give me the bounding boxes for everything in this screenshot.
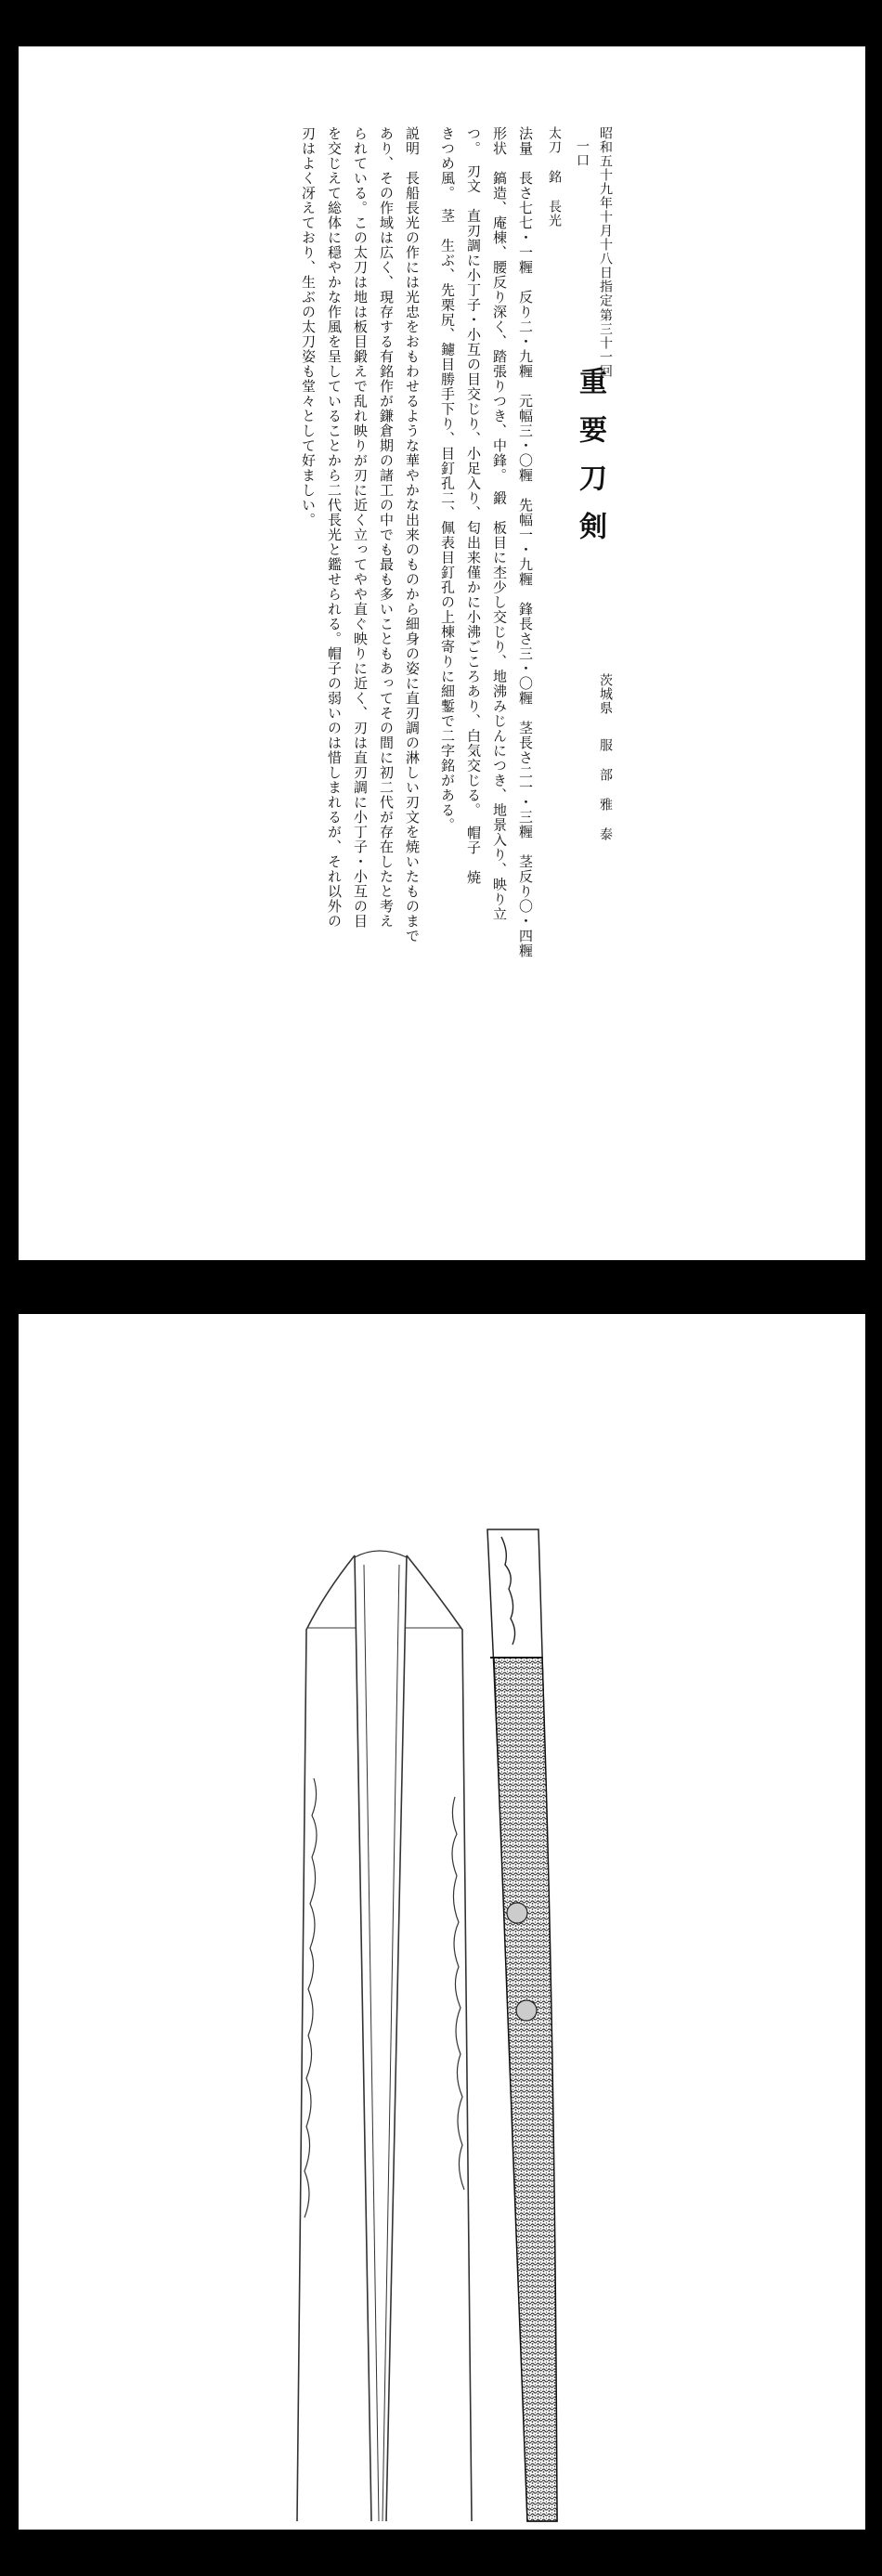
body-column: 法量 長さ七七・一糎 反り二・九糎 元幅三・〇糎 先幅一・九糎 鋒長さ三・〇糎 茎長さ二一・三糎 茎反り〇・四糎: [517, 126, 534, 958]
designation-date: 昭和五十九年十月十八日指定: [598, 126, 613, 307]
oshigata-page: [19, 1314, 865, 2530]
body-column: られている。この太刀は地は板目鍛えで乱れ映りが刃に近く立ってやや直ぐ映りに近く、刃は直刃調に小丁子・小互の目: [352, 126, 369, 929]
body-column: 刃はよく冴えており、生ぶの太刀姿も堂々として好ましい。: [300, 126, 317, 527]
page-title: 重要刀剣: [574, 367, 606, 560]
oshigata-illustration: [19, 1314, 865, 2530]
text-page: [19, 46, 865, 1260]
blade-outline-drawing: [297, 1551, 472, 2521]
mekugi-hole: [516, 2000, 537, 2021]
session-number: 第三十一回: [598, 308, 613, 378]
owner-prefecture: 茨城県: [598, 673, 613, 715]
owner-name: 服 部 雅 泰: [598, 738, 613, 841]
tang-rubbing: [487, 1529, 557, 2521]
body-column: 形状 鎬造、庵棟、腰反り深く、踏張りつき、中鋒。 鍛 板目に杢少し交じり、地沸みじんにつき、地景入り、映り立: [491, 126, 508, 922]
body-column: を交じえて総体に穏やかな作風を呈していることから二代長光と鑑せられる。帽子の弱いのは惜しまれるが、それ以外の: [326, 126, 343, 929]
body-column: あり、その作域は広く、現存する有銘作が鎌倉期の諸工の中でも最も多いこともあってその間に初二代が存在したと考え: [378, 126, 395, 929]
mekugi-hole: [507, 1903, 527, 1923]
item-name: 太刀 銘 長光: [547, 126, 562, 228]
body-column: きつめ風。 茎 生ぶ、先栗尻、鑢目勝手下り、目釘孔二、佩表目釘孔の上棟寄りに細鏨で二字銘がある。: [439, 126, 456, 833]
body-column: 説明 長船長光の作には光忠をおもわせるような華やかな出来のものから細身の姿に直刃調の淋しい刃文を焼いたものまで: [404, 126, 421, 943]
body-column: つ。 刃文 直刃調に小丁子・小互の目交じり、小足入り、匂出来僅かに小沸ごころあり、白気交じる。 帽子 焼: [465, 126, 482, 885]
item-count: 一口: [575, 139, 590, 167]
